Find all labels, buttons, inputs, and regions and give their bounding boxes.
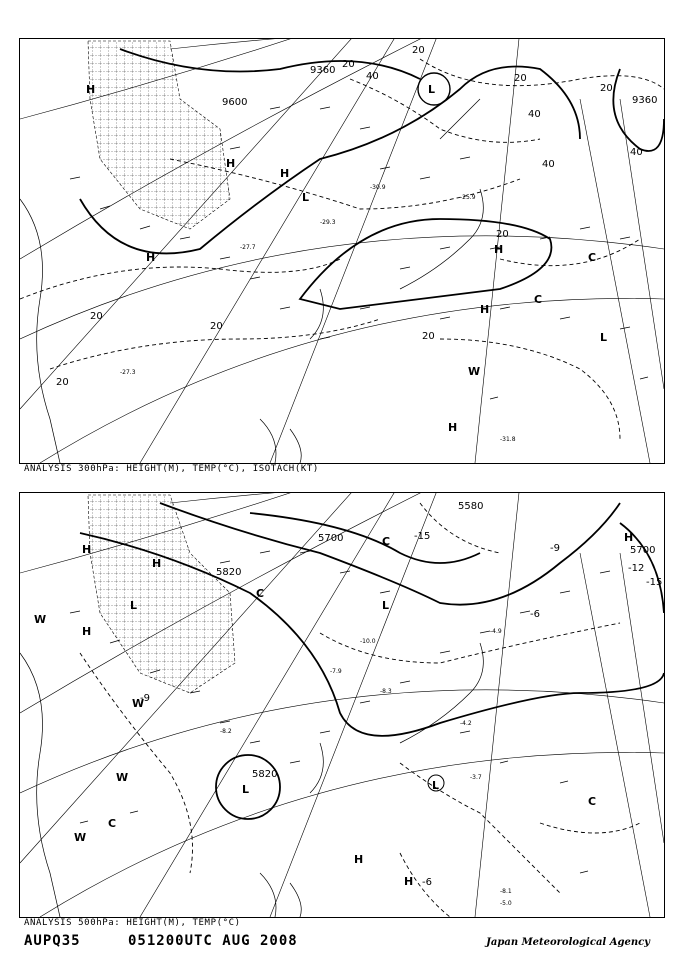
svg-text:L: L [242,783,250,796]
svg-text:-7.9: -7.9 [330,668,342,675]
svg-text:H: H [82,543,92,556]
isotach-label: 20 [56,377,69,388]
svg-text:-4.9: -4.9 [490,628,502,635]
svg-text:-4.2: -4.2 [460,720,472,727]
svg-text:-5.0: -5.0 [500,900,512,907]
coastlines [20,643,483,917]
isotach-label: 40 [528,109,541,120]
svg-text:-27.7: -27.7 [240,244,256,251]
isotherm-label: -9 [550,543,560,554]
map-500-labels [140,501,662,888]
svg-text:C: C [256,587,265,600]
agency-name: Japan Meteorological Agency [486,937,650,948]
svg-text:-8.2: -8.2 [220,728,232,735]
isotherm-label: -6 [530,609,540,620]
isotach-label: 20 [412,45,425,56]
svg-text:H: H [86,83,96,96]
svg-text:H: H [624,531,634,544]
height-label: 5820 [252,769,278,780]
isotach-label: 20 [342,59,355,70]
isotach-label: 20 [90,311,103,322]
isotach-label: 20 [422,331,435,342]
isotherm-label: -9 [140,693,150,704]
svg-text:L: L [302,191,310,204]
isotherm-label: -6 [422,877,432,888]
height-label: 9360 [632,95,658,106]
svg-text:W: W [468,365,481,378]
bulletin-code: AUPQ35 [24,933,81,949]
isotherm-label: -15 [414,531,431,542]
svg-text:H: H [494,243,504,256]
svg-text:C: C [382,535,391,548]
svg-text:H: H [354,853,364,866]
svg-text:-10.0: -10.0 [360,638,376,645]
svg-text:W: W [132,697,145,710]
svg-text:C: C [108,817,117,830]
map-500-temps [220,628,512,907]
svg-text:H: H [448,421,458,434]
svg-text:L: L [600,331,608,344]
height-label: 5700 [630,545,656,556]
svg-text:L: L [428,83,436,96]
svg-text:-3.7: -3.7 [470,774,482,781]
svg-text:-29.3: -29.3 [320,219,336,226]
height-label: 5820 [216,567,242,578]
height-label: 9600 [222,97,248,108]
height-label: 9360 [310,65,336,76]
coastlines [20,99,483,463]
map-300-caption: ANALYSIS 300hPa: HEIGHT(M), TEMP(°C), ISOTACH(KT) [24,464,319,474]
svg-text:H: H [280,167,290,180]
svg-text:-31.8: -31.8 [500,436,516,443]
svg-text:W: W [34,613,47,626]
isotach-label: 20 [496,229,509,240]
svg-text:L: L [130,599,138,612]
map-300hpa-chart [20,39,664,463]
svg-text:C: C [588,795,597,808]
svg-text:C: C [534,293,543,306]
svg-text:-30.9: -30.9 [370,184,386,191]
map-500-caption: ANALYSIS 500hPa: HEIGHT(M), TEMP(°C) [24,918,241,928]
svg-text:-25.9: -25.9 [460,194,476,201]
isotach-label: 20 [210,321,223,332]
bulletin-datetime: 051200UTC AUG 2008 [128,933,298,949]
map-300hpa [19,38,665,464]
svg-text:H: H [146,251,156,264]
isotherm-label: -15 [646,577,663,588]
svg-text:C: C [588,251,597,264]
svg-text:H: H [82,625,92,638]
svg-text:H: H [226,157,236,170]
isotach-label: 40 [630,147,643,158]
map-500hpa-chart [20,493,664,917]
isotach-label: 40 [542,159,555,170]
svg-text:-8.1: -8.1 [500,888,512,895]
isotach-label: 20 [600,83,613,94]
isotach-label: 40 [366,71,379,82]
svg-text:H: H [404,875,414,888]
land-hatch [88,495,235,693]
svg-text:-27.3: -27.3 [120,369,136,376]
svg-text:W: W [116,771,129,784]
svg-text:H: H [152,557,162,570]
svg-text:-8.3: -8.3 [380,688,392,695]
svg-text:L: L [432,779,440,792]
isotach-label: 20 [514,73,527,84]
map-500hpa [19,492,665,918]
svg-text:W: W [74,831,87,844]
svg-text:L: L [382,599,390,612]
height-label: 5580 [458,501,484,512]
height-label: 5700 [318,533,344,544]
svg-text:H: H [480,303,490,316]
isotherm-label: -12 [628,563,645,574]
